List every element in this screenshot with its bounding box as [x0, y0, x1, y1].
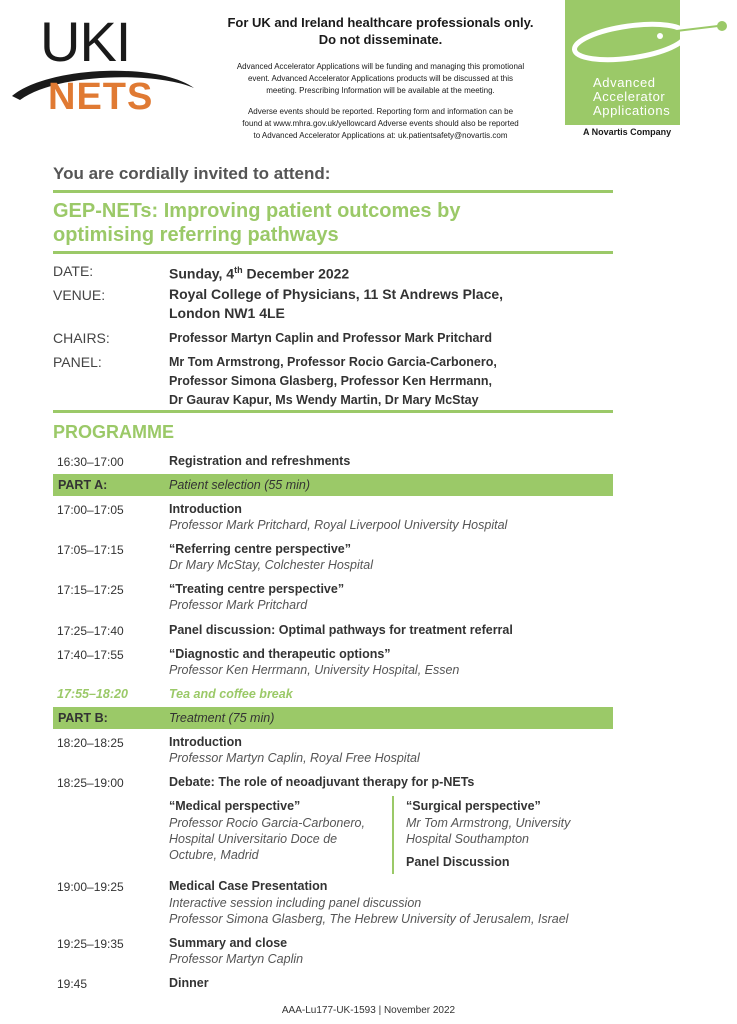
funding-line: meeting. Prescribing Information will be available at the meeting.	[266, 86, 495, 95]
venue-label: VENUE:	[53, 287, 106, 303]
funding-line: Advanced Accelerator Applications will be funding and managing this promotional	[236, 62, 525, 71]
session-title: Summary and close	[169, 936, 288, 950]
hcp-notice-line: For UK and Ireland healthcare professionals only.	[227, 15, 534, 30]
date-ordinal: th	[234, 265, 243, 275]
part-b-desc: Treatment (75 min)	[169, 711, 275, 725]
panel-line: Dr Gaurav Kapur, Ms Wendy Martin, Dr Mary McStay	[169, 393, 479, 407]
break-time: 17:55–18:20	[57, 687, 128, 701]
session-title: “Referring centre perspective”	[169, 542, 352, 556]
divider	[53, 410, 613, 413]
event-title	[53, 199, 613, 247]
event-title-line: GEP-NETs: Improving patient outcomes by	[53, 200, 461, 222]
session-time: 19:45	[57, 977, 88, 991]
divider	[53, 190, 613, 193]
panel-value	[169, 353, 497, 410]
sponsor-tagline: A Novartis Company	[583, 127, 672, 137]
session-time: 17:25–17:40	[57, 624, 124, 638]
speaker-line: Hospital Southampton	[406, 832, 529, 846]
panel-line: Mr Tom Armstrong, Professor Rocio Garcia-Carbonero,	[169, 355, 497, 369]
hcp-notice	[208, 14, 553, 48]
date-month-year: December 2022	[242, 265, 350, 282]
chairs-value: Professor Martyn Caplin and Professor Mark Pritchard	[169, 331, 493, 345]
session-speaker: Professor Mark Pritchard	[169, 598, 308, 612]
panel-line: Professor Simona Glasberg, Professor Ken Herrmann,	[169, 374, 493, 388]
session-time: 19:25–19:35	[57, 937, 124, 951]
session-speaker: Professor Martyn Caplin, Royal Free Hospital	[169, 751, 420, 765]
adverse-line: to Advanced Accelerator Applications at: uk.patientsafety@novartis.com	[253, 131, 508, 140]
divider	[53, 251, 613, 254]
session-speaker: Professor Mark Pritchard, Royal Liverpool University Hospital	[169, 518, 508, 532]
adverse-events-statement	[208, 106, 553, 142]
venue-line: London NW1 4LE	[169, 305, 285, 321]
adverse-line: found at www.mhra.gov.uk/yellowcard Adverse events should also be reported	[242, 119, 519, 128]
funding-statement	[208, 61, 553, 97]
hcp-notice-line: Do not disseminate.	[318, 32, 443, 47]
logo-nets-text: NETS	[48, 76, 154, 118]
session-speaker: Professor Ken Herrmann, University Hospital, Essen	[169, 663, 460, 677]
session-time: 18:25–19:00	[57, 776, 124, 790]
speaker-line: Professor Rocio Garcia-Carbonero,	[169, 816, 365, 830]
panel-discussion-title: Panel Discussion	[406, 855, 510, 869]
date-value	[169, 261, 349, 284]
date-label: DATE:	[53, 263, 94, 279]
sponsor-name-line: Advanced	[593, 75, 656, 90]
date-day: Sunday, 4	[169, 265, 235, 282]
logo-uki-text: UKI	[40, 10, 131, 73]
part-a-label: PART A:	[58, 478, 108, 492]
session-time: 16:30–17:00	[57, 455, 124, 469]
chairs-label: CHAIRS:	[53, 330, 110, 346]
medical-perspective-speaker	[169, 815, 365, 863]
session-title: Dinner	[169, 976, 209, 990]
programme-heading: PROGRAMME	[53, 422, 174, 442]
adverse-line: Adverse events should be reported. Reporting form and information can be	[247, 107, 514, 116]
surgical-perspective-title: “Surgical perspective”	[406, 799, 541, 813]
document-reference: AAA-Lu177-UK-1593 | November 2022	[281, 1005, 456, 1016]
session-time: 17:00–17:05	[57, 503, 124, 517]
session-title: Registration and refreshments	[169, 454, 351, 468]
funding-line: event. Advanced Accelerator Applications products will be discussed at this	[247, 74, 514, 83]
session-title: “Diagnostic and therapeutic options”	[169, 647, 391, 661]
sponsor-orbit-icon	[568, 14, 730, 64]
surgical-perspective-speaker	[406, 815, 570, 847]
session-title: Introduction	[169, 502, 242, 516]
session-speaker: Dr Mary McStay, Colchester Hospital	[169, 558, 373, 572]
session-time: 17:05–17:15	[57, 543, 124, 557]
column-divider	[392, 796, 394, 874]
part-b-band	[53, 707, 613, 729]
venue-line: Royal College of Physicians, 11 St Andrews Place,	[169, 286, 504, 302]
session-time: 19:00–19:25	[57, 880, 124, 894]
session-speaker: Professor Simona Glasberg, The Hebrew University of Jerusalem, Israel	[169, 912, 569, 926]
medical-perspective-title: “Medical perspective”	[169, 799, 301, 813]
panel-label: PANEL:	[53, 354, 102, 370]
venue-value	[169, 285, 503, 323]
session-time: 17:15–17:25	[57, 583, 124, 597]
session-time: 17:40–17:55	[57, 648, 124, 662]
part-a-desc: Patient selection (55 min)	[169, 478, 311, 492]
sponsor-name	[593, 76, 670, 118]
sponsor-name-line: Accelerator	[593, 89, 666, 104]
session-title: Debate: The role of neoadjuvant therapy for p-NETs	[169, 775, 475, 789]
part-b-label: PART B:	[58, 711, 108, 725]
session-title: “Treating centre perspective”	[169, 582, 345, 596]
speaker-line: Mr Tom Armstrong, University	[406, 816, 571, 830]
session-title: Introduction	[169, 735, 242, 749]
break-title: Tea and coffee break	[169, 687, 293, 701]
speaker-line: Octubre, Madrid	[169, 848, 259, 862]
session-title: Panel discussion: Optimal pathways for treatment referral	[169, 623, 513, 637]
session-speaker: Professor Martyn Caplin	[169, 952, 304, 966]
speaker-line: Hospital Universitario Doce de	[169, 832, 338, 846]
session-time: 18:20–18:25	[57, 736, 124, 750]
invitation-text: You are cordially invited to attend:	[53, 164, 331, 183]
part-a-band	[53, 474, 613, 496]
session-description: Interactive session including panel discussion	[169, 896, 422, 910]
event-title-line: optimising referring pathways	[53, 224, 339, 246]
sponsor-name-line: Applications	[593, 103, 671, 118]
session-title: Medical Case Presentation	[169, 879, 328, 893]
